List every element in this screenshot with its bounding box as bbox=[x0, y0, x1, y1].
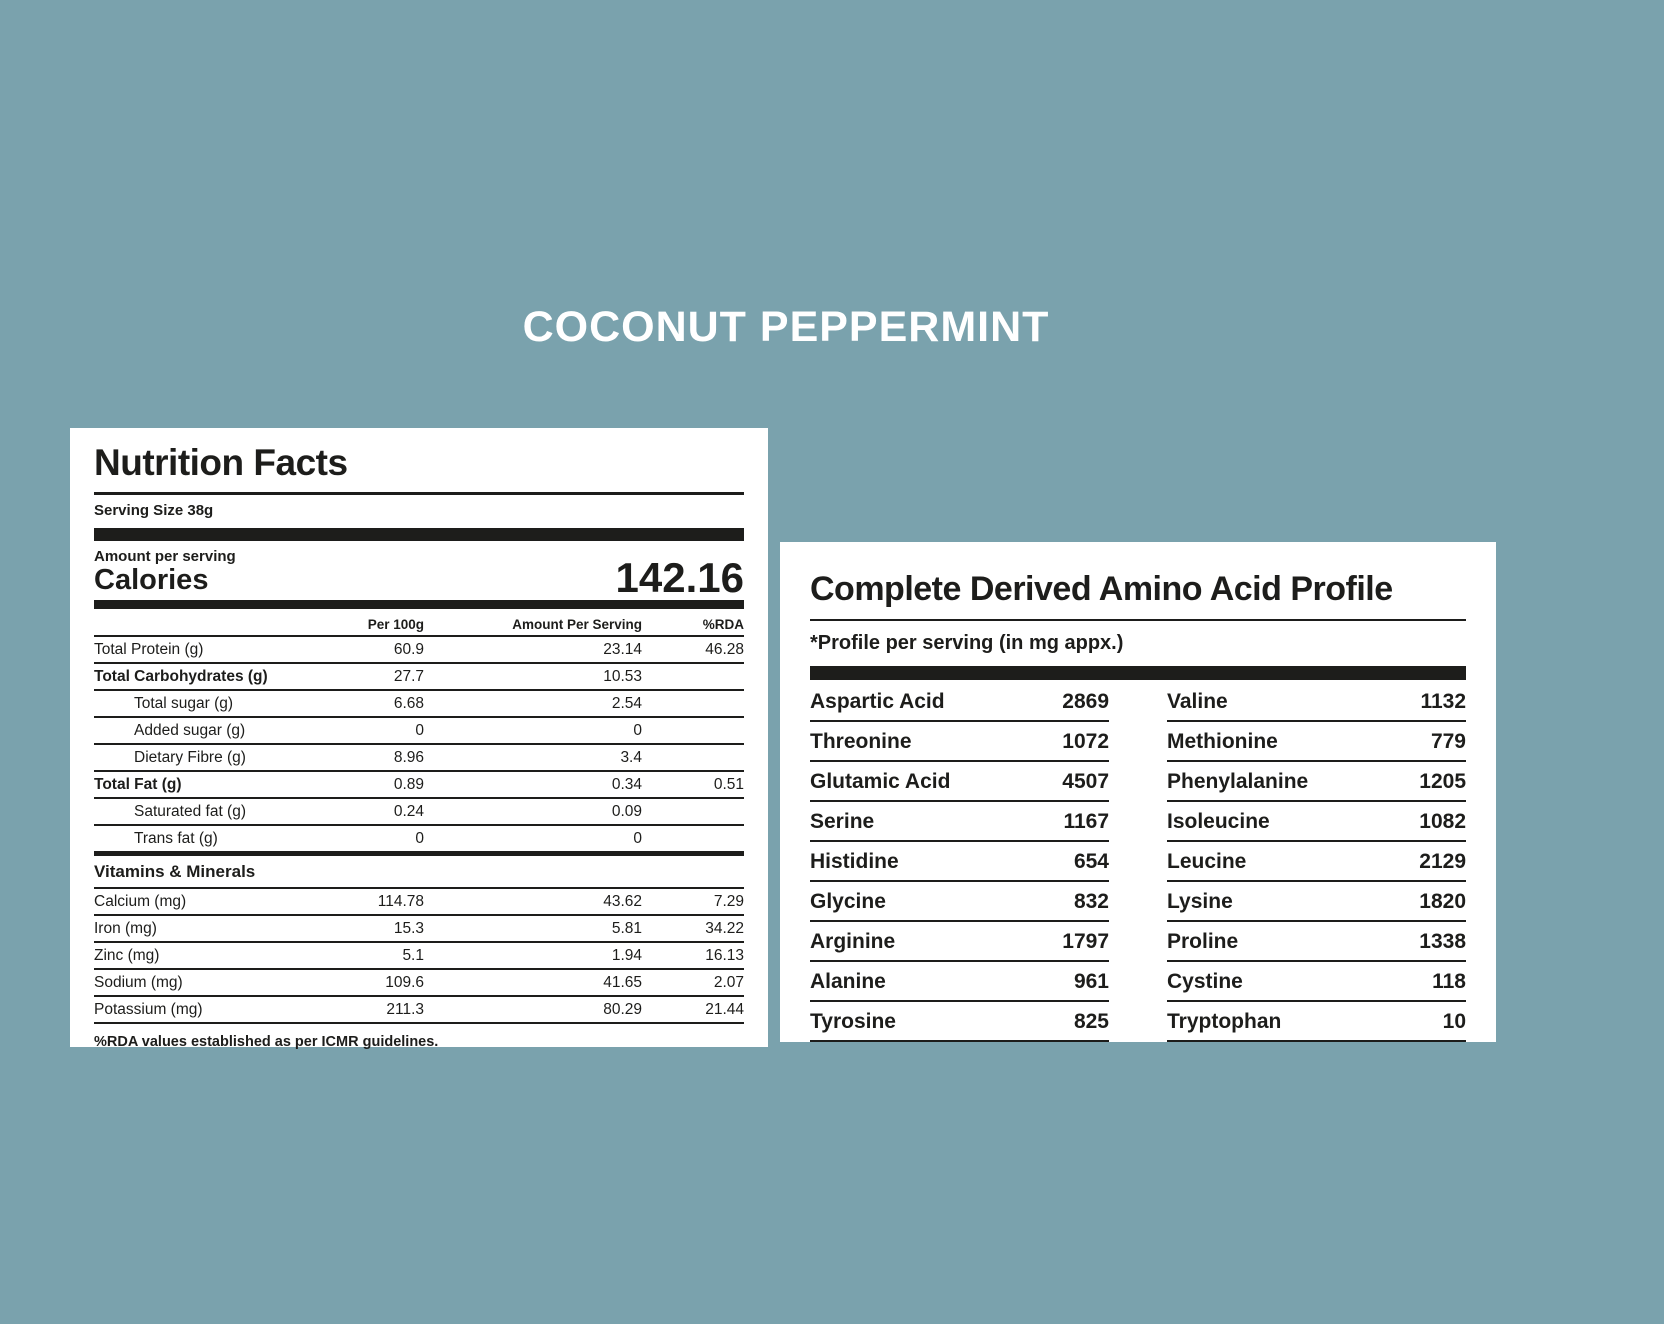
thick-divider bbox=[94, 600, 744, 609]
nutrient-label: Calcium (mg) bbox=[94, 893, 187, 911]
amino-name: Aspartic Acid bbox=[810, 690, 945, 713]
per-serving-value: 43.62 bbox=[603, 893, 642, 911]
amino-row bbox=[1167, 1002, 1466, 1042]
nutrition-row bbox=[94, 745, 744, 772]
per-serving-value: 10.53 bbox=[603, 668, 642, 686]
amino-table-left-column bbox=[810, 682, 1109, 1042]
amino-value: 1797 bbox=[1062, 930, 1109, 953]
rda-value: 21.44 bbox=[705, 1001, 744, 1019]
nutrient-label: Zinc (mg) bbox=[94, 947, 160, 965]
rda-value: 34.22 bbox=[705, 920, 744, 938]
nutrition-row bbox=[94, 691, 744, 718]
per-100g-value: 0 bbox=[415, 830, 424, 848]
amino-name: Isoleucine bbox=[1167, 810, 1270, 833]
per-100g-value: 109.6 bbox=[385, 974, 424, 992]
amino-profile-subtitle: *Profile per serving (in mg appx.) bbox=[810, 632, 1124, 654]
amino-row bbox=[810, 682, 1109, 722]
vitamins-minerals-heading: Vitamins & Minerals bbox=[94, 856, 744, 889]
amino-name: Lysine bbox=[1167, 890, 1233, 913]
amino-name: Glycine bbox=[810, 890, 886, 913]
nutrient-label: Saturated fat (g) bbox=[134, 803, 247, 821]
calories-value: 142.16 bbox=[615, 553, 744, 601]
nutrient-label: Iron (mg) bbox=[94, 920, 157, 938]
amino-row bbox=[810, 842, 1109, 882]
amino-row bbox=[1167, 682, 1466, 722]
per-serving-value: 0.34 bbox=[611, 776, 642, 794]
amino-name: Glutamic Acid bbox=[810, 770, 951, 793]
amino-value: 4507 bbox=[1062, 770, 1109, 793]
nutrient-label: Potassium (mg) bbox=[94, 1001, 203, 1019]
amino-value: 2869 bbox=[1062, 690, 1109, 713]
amino-row bbox=[1167, 722, 1466, 762]
page-title: COCONUT PEPPERMINT bbox=[522, 303, 1050, 351]
amino-row bbox=[1167, 842, 1466, 882]
amino-value: 1072 bbox=[1062, 730, 1109, 753]
rda-value: 0.51 bbox=[713, 776, 744, 794]
calories-block bbox=[94, 541, 744, 600]
amino-value: 1338 bbox=[1419, 930, 1466, 953]
amino-row bbox=[810, 1002, 1109, 1042]
amino-name: Valine bbox=[1167, 690, 1228, 713]
nutrition-row bbox=[94, 826, 744, 856]
nutrition-row bbox=[94, 718, 744, 745]
per-100g-value: 15.3 bbox=[393, 920, 424, 938]
amino-value: 1167 bbox=[1063, 810, 1109, 833]
amino-row bbox=[810, 882, 1109, 922]
per-100g-value: 0 bbox=[415, 722, 424, 740]
amino-value: 654 bbox=[1073, 850, 1109, 873]
amino-name: Leucine bbox=[1167, 850, 1247, 873]
per-serving-value: 3.4 bbox=[620, 749, 642, 767]
amino-row bbox=[1167, 762, 1466, 802]
vitamin-row bbox=[94, 997, 744, 1024]
vitamin-row bbox=[94, 970, 744, 997]
amino-profile-title: Complete Derived Amino Acid Profile bbox=[810, 570, 1393, 608]
nutrition-row bbox=[94, 772, 744, 799]
amino-value: 1820 bbox=[1419, 890, 1466, 913]
per-100g-value: 8.96 bbox=[393, 749, 424, 767]
nutrient-label: Total Carbohydrates (g) bbox=[94, 668, 268, 686]
rda-value: 46.28 bbox=[705, 641, 744, 659]
amino-name: Phenylalanine bbox=[1167, 770, 1309, 793]
per-100g-value: 60.9 bbox=[393, 641, 424, 659]
nutrient-label: Sodium (mg) bbox=[94, 974, 183, 992]
nutrient-label: Total Protein (g) bbox=[94, 641, 204, 659]
per-100g-value: 0.89 bbox=[393, 776, 424, 794]
divider bbox=[810, 619, 1466, 621]
amino-row bbox=[810, 962, 1109, 1002]
nutrient-label: Total sugar (g) bbox=[134, 695, 234, 713]
per-serving-value: 0 bbox=[633, 722, 642, 740]
nutrition-row bbox=[94, 637, 744, 664]
thick-divider bbox=[94, 528, 744, 541]
amino-row bbox=[810, 722, 1109, 762]
per-100g-value: 6.68 bbox=[393, 695, 424, 713]
amino-name: Threonine bbox=[810, 730, 912, 753]
nutrition-facts-panel bbox=[70, 428, 768, 1051]
amino-name: Proline bbox=[1167, 930, 1239, 953]
per-100g-value: 0.24 bbox=[393, 803, 424, 821]
nutrition-table-header bbox=[94, 609, 744, 637]
per-serving-value: 80.29 bbox=[603, 1001, 642, 1019]
amino-value: 1082 bbox=[1419, 810, 1466, 833]
amino-table bbox=[810, 682, 1466, 1042]
amino-name: Methionine bbox=[1167, 730, 1278, 753]
per-100g-value: 5.1 bbox=[402, 947, 424, 965]
thick-divider bbox=[810, 666, 1466, 680]
amino-row bbox=[1167, 882, 1466, 922]
amino-value: 118 bbox=[1432, 970, 1466, 993]
amino-value: 779 bbox=[1430, 730, 1466, 753]
amino-name: Histidine bbox=[810, 850, 899, 873]
calories-label: Calories bbox=[94, 564, 209, 596]
nutrient-label: Dietary Fibre (g) bbox=[134, 749, 246, 767]
per-serving-value: 0 bbox=[633, 830, 642, 848]
per-100g-value: 211.3 bbox=[386, 1001, 424, 1019]
header-per-serving: Amount Per Serving bbox=[512, 617, 642, 633]
nutrition-row bbox=[94, 799, 744, 826]
amino-row bbox=[810, 922, 1109, 962]
nutrition-facts-title: Nutrition Facts bbox=[94, 442, 348, 483]
nutrient-label: Total Fat (g) bbox=[94, 776, 182, 794]
rda-value: 7.29 bbox=[713, 893, 744, 911]
amino-row bbox=[810, 802, 1109, 842]
amino-name: Alanine bbox=[810, 970, 886, 993]
amount-per-serving-label: Amount per serving bbox=[94, 548, 236, 565]
per-100g-value: 114.78 bbox=[377, 893, 424, 911]
vitamin-row bbox=[94, 916, 744, 943]
amino-value: 961 bbox=[1073, 970, 1109, 993]
nutrition-row bbox=[94, 664, 744, 691]
per-serving-value: 1.94 bbox=[611, 947, 642, 965]
vitamin-row bbox=[94, 943, 744, 970]
amino-row bbox=[1167, 922, 1466, 962]
nutrient-label: Trans fat (g) bbox=[134, 830, 218, 848]
per-serving-value: 5.81 bbox=[611, 920, 642, 938]
amino-value: 1132 bbox=[1420, 690, 1466, 713]
amino-table-right-column bbox=[1167, 682, 1466, 1042]
amino-value: 832 bbox=[1073, 890, 1109, 913]
vitamin-row bbox=[94, 889, 744, 916]
per-100g-value: 27.7 bbox=[393, 668, 424, 686]
per-serving-value: 41.65 bbox=[603, 974, 642, 992]
header-rda: %RDA bbox=[702, 617, 744, 633]
amino-name: Tyrosine bbox=[810, 1010, 896, 1033]
amino-value: 825 bbox=[1073, 1010, 1109, 1033]
amino-value: 2129 bbox=[1419, 850, 1466, 873]
per-serving-value: 2.54 bbox=[611, 695, 642, 713]
per-serving-value: 0.09 bbox=[611, 803, 642, 821]
rda-footnote: %RDA values established as per ICMR guidelines. bbox=[94, 1034, 439, 1051]
amino-row bbox=[1167, 962, 1466, 1002]
amino-name: Arginine bbox=[810, 930, 896, 953]
rda-value: 2.07 bbox=[713, 974, 744, 992]
amino-value: 1205 bbox=[1419, 770, 1466, 793]
header-per-100g: Per 100g bbox=[367, 617, 424, 633]
rda-value: 16.13 bbox=[705, 947, 744, 965]
nutrient-label: Added sugar (g) bbox=[134, 722, 246, 740]
amino-row bbox=[810, 762, 1109, 802]
amino-row bbox=[1167, 802, 1466, 842]
amino-name: Cystine bbox=[1167, 970, 1243, 993]
per-serving-value: 23.14 bbox=[603, 641, 642, 659]
serving-size-label: Serving Size 38g bbox=[94, 502, 214, 519]
amino-name: Tryptophan bbox=[1167, 1010, 1282, 1033]
amino-name: Serine bbox=[810, 810, 875, 833]
amino-acid-profile-panel bbox=[780, 542, 1496, 1042]
amino-value: 10 bbox=[1442, 1010, 1466, 1033]
